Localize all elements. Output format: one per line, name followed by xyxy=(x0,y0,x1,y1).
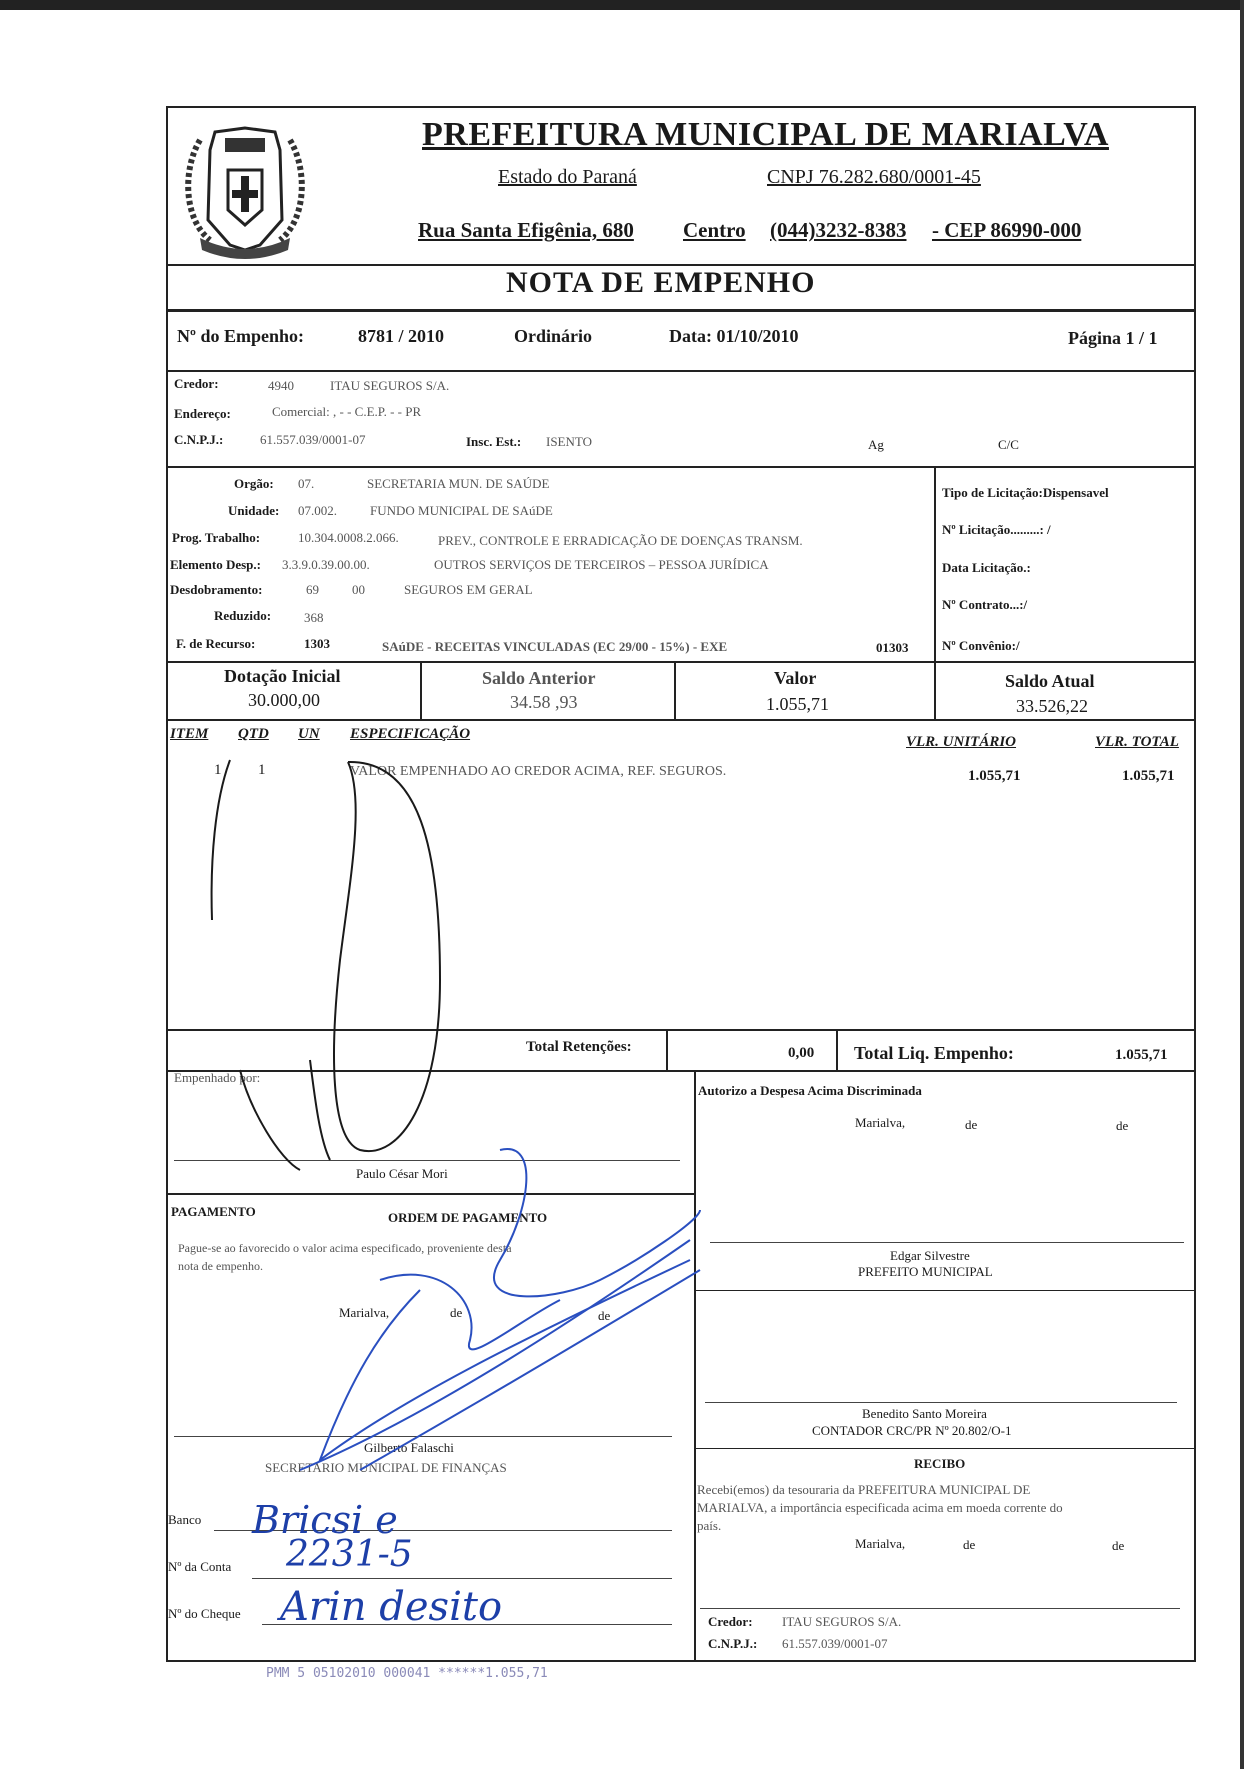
unidade-label: Unidade: xyxy=(228,503,280,518)
ag-label: Ag xyxy=(868,437,884,452)
prog-name: PREV., CONTROLE E ERRADICAÇÃO DE DOENÇAS TRANSM. xyxy=(438,533,803,548)
elemento-label: Elemento Desp.: xyxy=(170,557,261,572)
prog-code: 10.304.0008.2.066. xyxy=(298,530,399,545)
recibo-text-2: MARIALVA, a importância especificada acima em moeda corrente do xyxy=(697,1500,1063,1515)
recibo-cnpj-value: 61.557.039/0001-07 xyxy=(782,1636,888,1651)
divider xyxy=(694,1448,1196,1449)
atual-value: 33.526,22 xyxy=(1016,696,1088,716)
recurso-code2: 01303 xyxy=(876,640,909,655)
cheque-handwritten: Arin desito xyxy=(280,1584,503,1630)
banco-handwritten: Bricsi e xyxy=(252,1498,398,1542)
header-cep: - CEP 86990-000 xyxy=(932,218,1082,242)
secretario-name: Gilberto Falaschi xyxy=(364,1440,454,1455)
page-number: Página 1 / 1 xyxy=(1068,328,1158,348)
prog-label: Prog. Trabalho: xyxy=(172,530,261,545)
desdobramento-b: 00 xyxy=(352,582,365,597)
recibo-label: RECIBO xyxy=(914,1456,966,1471)
dotacao-label: Dotação Inicial xyxy=(224,666,341,686)
signature-line xyxy=(174,1436,672,1437)
valor-label: Valor xyxy=(774,668,817,688)
col-un: UN xyxy=(298,726,320,742)
credor-name: ITAU SEGUROS S/A. xyxy=(330,378,450,393)
cnpj-label: C.N.P.J.: xyxy=(174,432,224,447)
elemento-code: 3.3.9.0.39.00.00. xyxy=(282,557,370,572)
desdobramento-a: 69 xyxy=(306,582,319,597)
divider-vertical xyxy=(934,661,936,719)
col-valor-unitario: VLR. UNITÁRIO xyxy=(906,734,1017,750)
coat-of-arms-logo xyxy=(170,110,320,260)
contador-name: Benedito Santo Moreira xyxy=(862,1406,987,1421)
divider-vertical xyxy=(934,466,936,662)
credor-code: 4940 xyxy=(268,378,294,393)
machine-stamp: PMM 5 05102010 000041 ******1.055,71 xyxy=(266,1666,548,1681)
divider xyxy=(166,1029,1196,1031)
pagamento-label: PAGAMENTO xyxy=(171,1204,256,1219)
signature-line xyxy=(174,1160,680,1161)
orgao-label: Orgão: xyxy=(234,476,274,491)
col-qtd: QTD xyxy=(238,726,269,742)
divider xyxy=(166,309,1196,312)
signature-line xyxy=(710,1242,1184,1243)
recurso-label: F. de Recurso: xyxy=(176,636,256,651)
header-district: Centro xyxy=(683,218,746,242)
recurso-code: 1303 xyxy=(304,636,330,651)
divider-vertical xyxy=(674,661,676,719)
cc-label: C/C xyxy=(998,437,1019,452)
recurso-name: SAúDE - RECEITAS VINCULADAS (EC 29/00 - 15%) - EXE xyxy=(382,639,728,654)
credor-label: Credor: xyxy=(174,376,219,391)
empenho-number: 8781 / 2010 xyxy=(358,326,445,346)
recibo-local: Marialva, xyxy=(855,1536,906,1551)
empenhado-name: Paulo César Mori xyxy=(356,1166,448,1181)
contador-title: CONTADOR CRC/PR Nº 20.802/O-1 xyxy=(812,1423,1012,1438)
conta-line xyxy=(252,1578,672,1579)
recibo-text-1: Recebi(emos) da tesouraria da PREFEITURA MUNICIPAL DE xyxy=(697,1482,1031,1497)
ordem-label: ORDEM DE PAGAMENTO xyxy=(388,1210,548,1225)
divider xyxy=(166,370,1196,372)
divider xyxy=(166,661,1196,663)
prefeito-name: Edgar Silvestre xyxy=(890,1248,970,1263)
prefeito-title: PREFEITO MUNICIPAL xyxy=(858,1264,993,1279)
licitacao-tipo: Tipo de Licitação:Dispensavel xyxy=(942,485,1109,500)
row-especificacao: VALOR EMPENHADO AO CREDOR ACIMA, REF. SEGUROS. xyxy=(350,764,727,779)
header-address: Rua Santa Efigênia, 680 xyxy=(418,218,634,242)
recibo-credor-label: Credor: xyxy=(708,1614,753,1629)
empenhado-label: Empenhado por: xyxy=(174,1070,261,1085)
signature-line xyxy=(700,1608,1180,1609)
empenho-label: Nº do Empenho: xyxy=(177,326,304,346)
orgao-code: 07. xyxy=(298,476,315,491)
divider-vertical xyxy=(694,1070,696,1662)
anterior-value: 34.58 ,93 xyxy=(510,692,578,712)
row-item: 1 xyxy=(214,762,222,778)
divider xyxy=(166,1193,694,1195)
secretario-title: SECRETARIO MUNICIPAL DE FINANÇAS xyxy=(265,1460,507,1475)
divider xyxy=(166,1070,1196,1072)
valor-value: 1.055,71 xyxy=(766,694,829,714)
recibo-text-3: país. xyxy=(697,1518,722,1533)
scan-edge-right xyxy=(1240,0,1244,1769)
unidade-code: 07.002. xyxy=(298,503,337,518)
liquido-label: Total Liq. Empenho: xyxy=(854,1043,1014,1063)
endereco-label: Endereço: xyxy=(174,406,231,421)
ordem-text-1: Pague-se ao favorecido o valor acima especificado, proveniente desta xyxy=(178,1241,512,1255)
row-qtd: 1 xyxy=(258,762,266,778)
recibo-credor-name: ITAU SEGUROS S/A. xyxy=(782,1614,902,1629)
autorizo-local: Marialva, xyxy=(855,1115,906,1130)
endereco-value: Comercial: , - - C.E.P. - - PR xyxy=(272,404,422,419)
empenho-date: Data: 01/10/2010 xyxy=(669,326,799,346)
unidade-name: FUNDO MUNICIPAL DE SAúDE xyxy=(370,503,553,518)
cheque-label: Nº do Cheque xyxy=(168,1606,241,1621)
anterior-label: Saldo Anterior xyxy=(482,668,596,688)
licitacao-numero: Nº Licitação.........: / xyxy=(942,522,1051,537)
elemento-name: OUTROS SERVIÇOS DE TERCEIROS – PESSOA JURÍDICA xyxy=(434,557,769,572)
divider xyxy=(166,466,1196,468)
divider-vertical xyxy=(836,1029,838,1071)
autorizo-text: Autorizo a Despesa Acima Discriminada xyxy=(698,1083,922,1098)
empenho-type: Ordinário xyxy=(514,326,593,346)
row-valor-unitario: 1.055,71 xyxy=(968,768,1021,784)
conta-handwritten: 2231-5 xyxy=(286,1534,413,1575)
insc-value: ISENTO xyxy=(546,434,592,449)
cnpj-value: 61.557.039/0001-07 xyxy=(260,432,366,447)
autorizo-de-1: de xyxy=(965,1117,978,1132)
licitacao-contrato: Nº Contrato...:/ xyxy=(942,597,1028,612)
recibo-de-2: de xyxy=(1112,1538,1125,1553)
scan-edge xyxy=(0,0,1244,10)
reduzido-label: Reduzido: xyxy=(214,608,272,623)
retencoes-label: Total Retenções: xyxy=(526,1039,632,1055)
insc-label: Insc. Est.: xyxy=(466,434,522,449)
col-valor-total: VLR. TOTAL xyxy=(1095,734,1179,750)
orgao-name: SECRETARIA MUN. DE SAÚDE xyxy=(367,476,550,491)
autorizo-de-2: de xyxy=(1116,1118,1129,1133)
atual-label: Saldo Atual xyxy=(1005,671,1095,691)
recibo-de-1: de xyxy=(963,1537,976,1552)
ordem-de-2: de xyxy=(598,1308,611,1323)
header-phone: (044)3232-8383 xyxy=(770,218,907,242)
state-name: Estado do Paraná xyxy=(498,166,637,188)
dotacao-value: 30.000,00 xyxy=(248,690,320,710)
recibo-cnpj-label: C.N.P.J.: xyxy=(708,1636,758,1651)
divider xyxy=(694,1290,1196,1291)
banco-label: Banco xyxy=(168,1512,202,1527)
ordem-local: Marialva, xyxy=(339,1305,390,1320)
licitacao-data: Data Licitação.: xyxy=(942,560,1031,575)
ordem-de-1: de xyxy=(450,1305,463,1320)
desdobramento-name: SEGUROS EM GERAL xyxy=(404,582,533,597)
ordem-text-2: nota de empenho. xyxy=(178,1259,263,1273)
col-especificacao: ESPECIFICAÇÃO xyxy=(350,726,471,742)
municipality-title: PREFEITURA MUNICIPAL DE MARIALVA xyxy=(422,116,1109,153)
signature-line xyxy=(705,1402,1177,1403)
divider xyxy=(166,719,1196,721)
reduzido-value: 368 xyxy=(304,610,324,625)
licitacao-convenio: Nº Convênio:/ xyxy=(942,638,1020,653)
document-title: NOTA DE EMPENHO xyxy=(506,266,816,299)
liquido-value: 1.055,71 xyxy=(1115,1047,1168,1063)
row-valor-total: 1.055,71 xyxy=(1122,768,1175,784)
header-cnpj: CNPJ 76.282.680/0001-45 xyxy=(767,166,981,188)
divider-vertical xyxy=(666,1029,668,1071)
retencoes-value: 0,00 xyxy=(788,1045,815,1061)
divider-vertical xyxy=(420,661,422,719)
col-item: ITEM xyxy=(170,726,209,742)
conta-label: Nº da Conta xyxy=(168,1559,232,1574)
desdobramento-label: Desdobramento: xyxy=(170,582,263,597)
